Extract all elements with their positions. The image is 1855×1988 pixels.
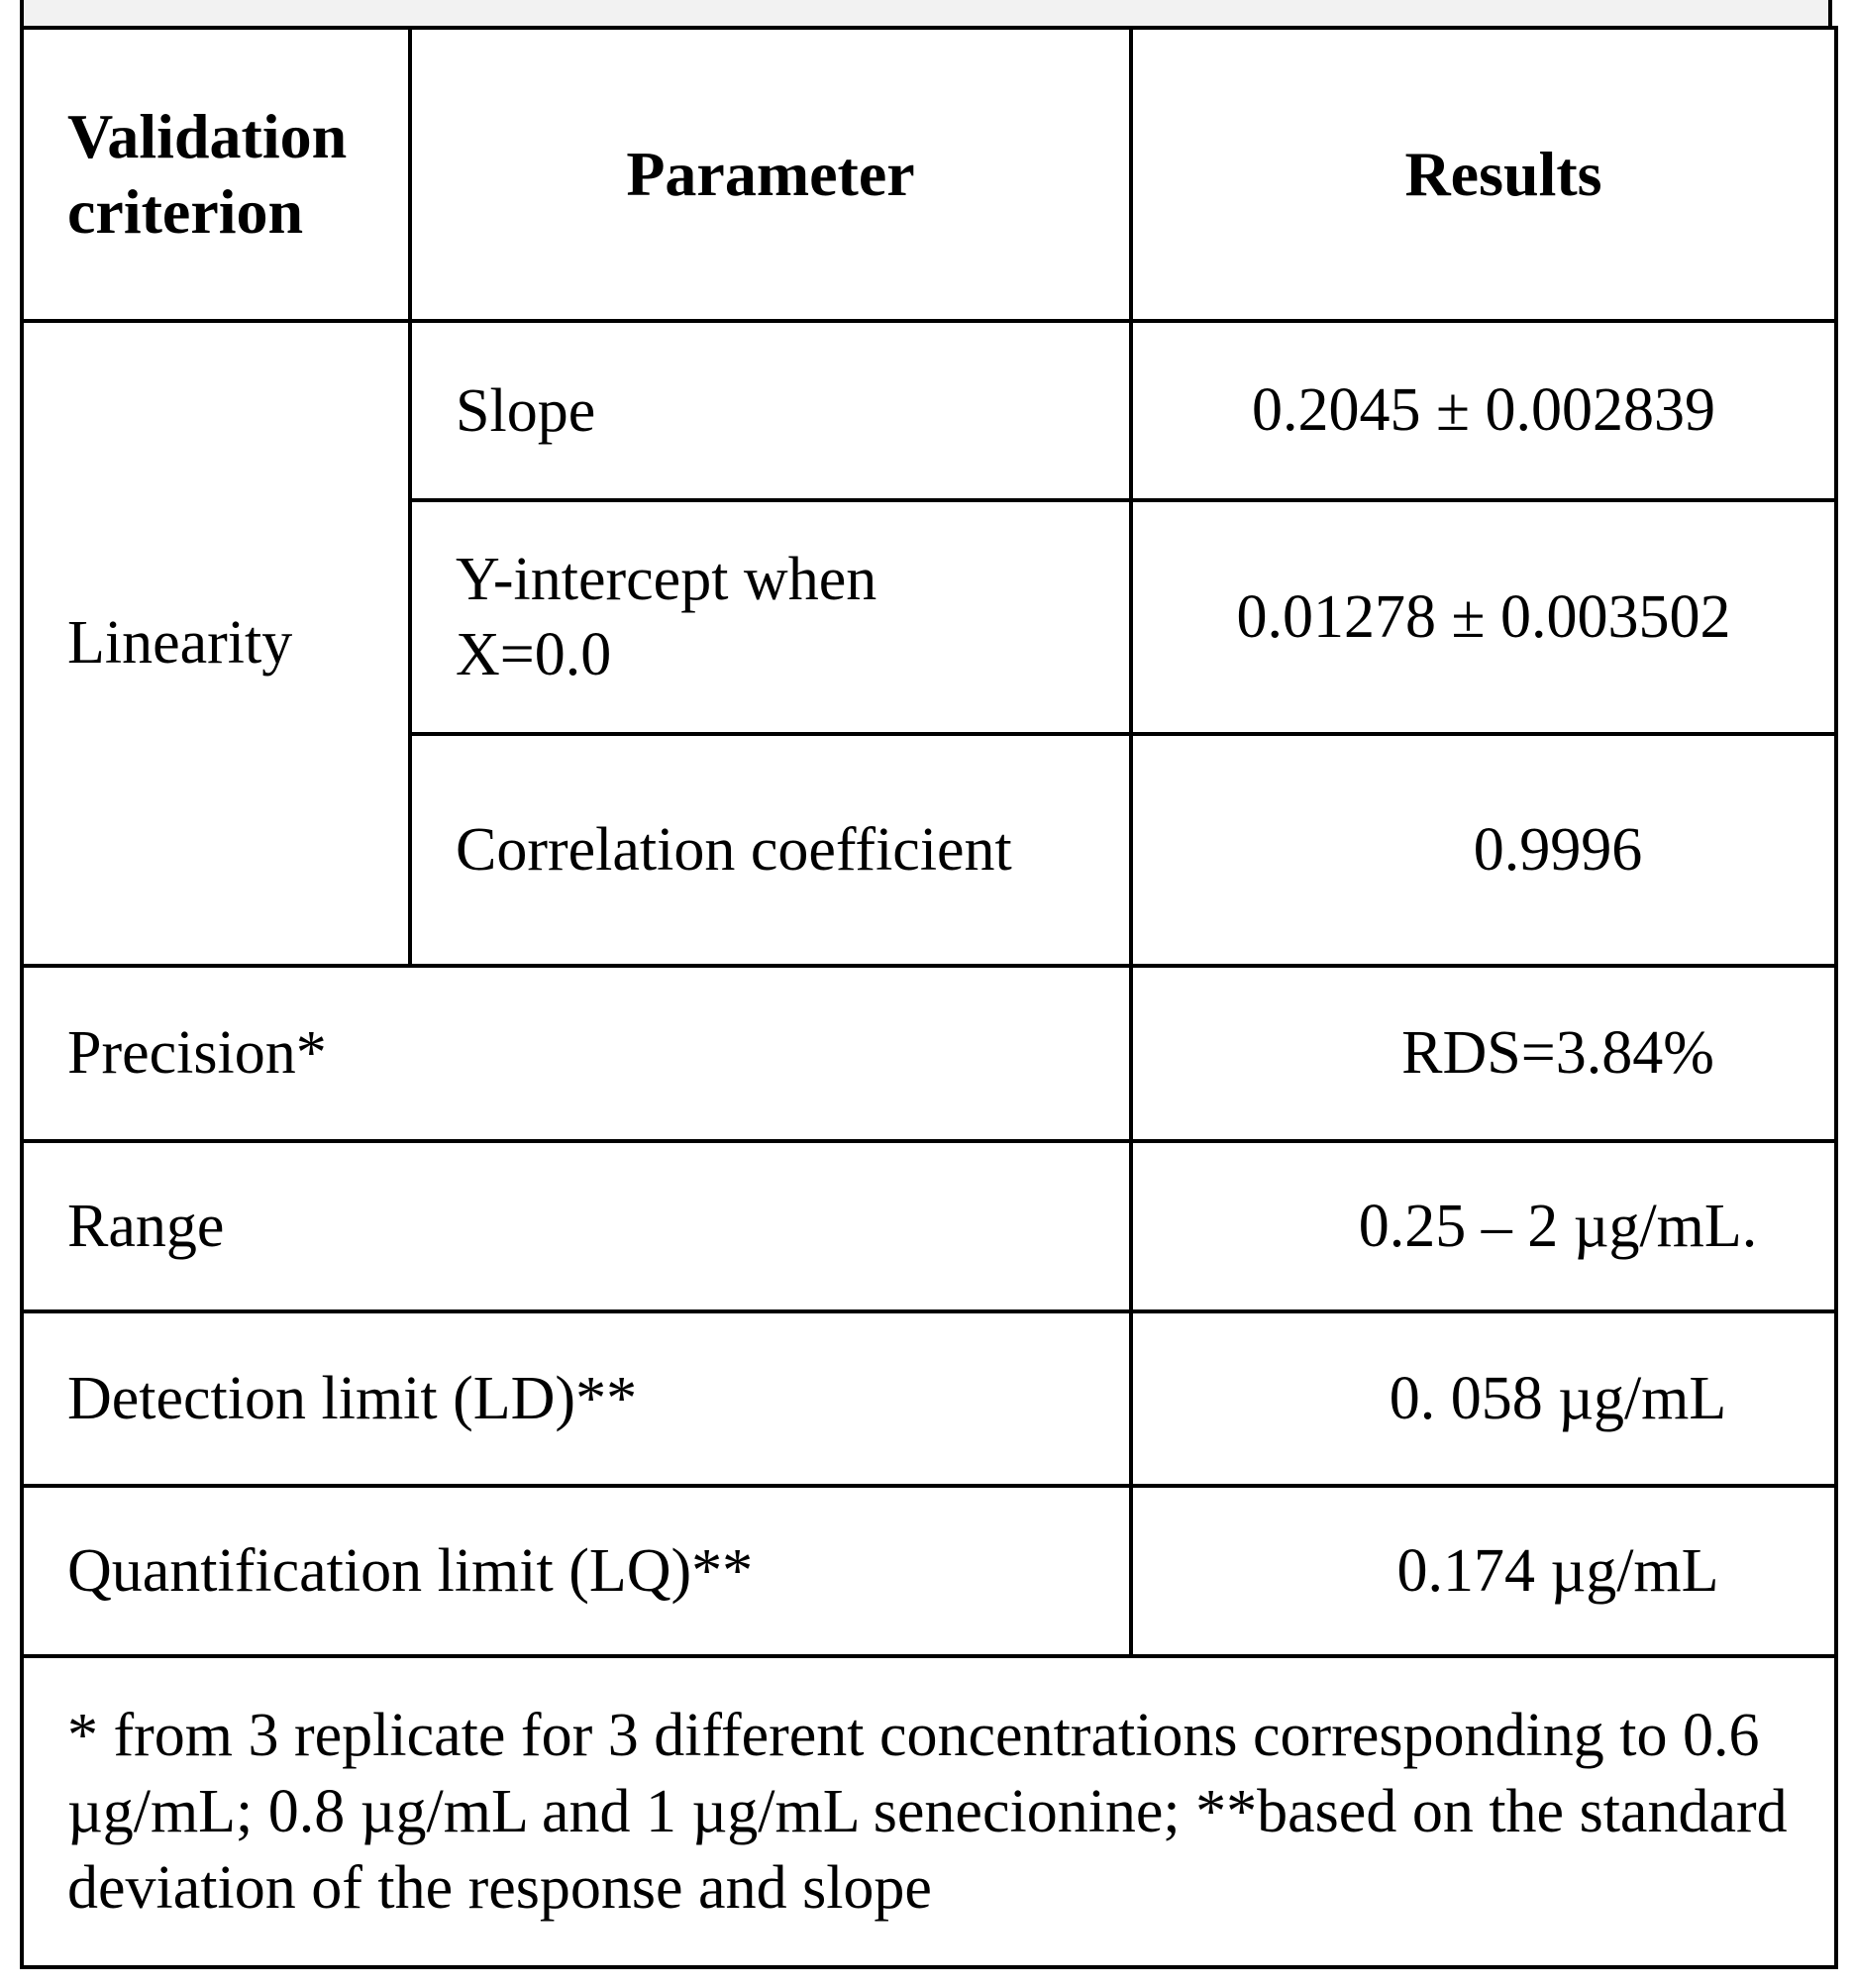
result-quantification-limit: 0.174 µg/mL — [1131, 1486, 1836, 1656]
linearity-label: Linearity — [22, 321, 410, 966]
header-criterion-line2: criterion — [67, 176, 304, 247]
table-row — [22, 1311, 1836, 1486]
validation-table — [20, 26, 1838, 1969]
parameter-y-intercept — [410, 500, 1131, 734]
criterion-precision: Precision* — [22, 966, 1131, 1141]
criterion-range: Range — [22, 1141, 1131, 1311]
result-range: 0.25 – 2 µg/mL. — [1131, 1141, 1836, 1311]
header-results: Results — [1131, 28, 1836, 321]
table-footnote-row — [22, 1656, 1836, 1967]
header-parameter: Parameter — [410, 28, 1131, 321]
table-header-row — [22, 28, 1836, 321]
parameter-y-intercept-line1: Y-intercept when — [456, 546, 877, 613]
parameter-slope: Slope — [410, 321, 1131, 500]
criterion-quantification-limit: Quantification limit (LQ)** — [22, 1486, 1131, 1656]
parameter-correlation-coefficient: Correlation coefficient — [410, 734, 1131, 966]
result-slope: 0.2045 ± 0.002839 — [1131, 321, 1836, 500]
table-top-band — [20, 0, 1832, 26]
header-validation-criterion — [22, 28, 410, 321]
result-precision: RDS=3.84% — [1131, 966, 1836, 1141]
table-row — [22, 321, 1836, 500]
result-y-intercept: 0.01278 ± 0.003502 — [1131, 500, 1836, 734]
table-row — [22, 1486, 1836, 1656]
result-correlation-coefficient: 0.9996 — [1131, 734, 1836, 966]
result-detection-limit: 0. 058 µg/mL — [1131, 1311, 1836, 1486]
criterion-detection-limit: Detection limit (LD)** — [22, 1311, 1131, 1486]
table-row — [22, 1141, 1836, 1311]
header-criterion-line1: Validation — [67, 101, 348, 171]
table-row — [22, 966, 1836, 1141]
footnote: * from 3 replicate for 3 different concentrations corresponding to 0.6 µg/mL; 0.8 µg/mL and 1 µg/mL senecionine; **based on the standard deviation of the response and slope — [22, 1656, 1836, 1967]
parameter-y-intercept-line2: X=0.0 — [456, 621, 612, 688]
